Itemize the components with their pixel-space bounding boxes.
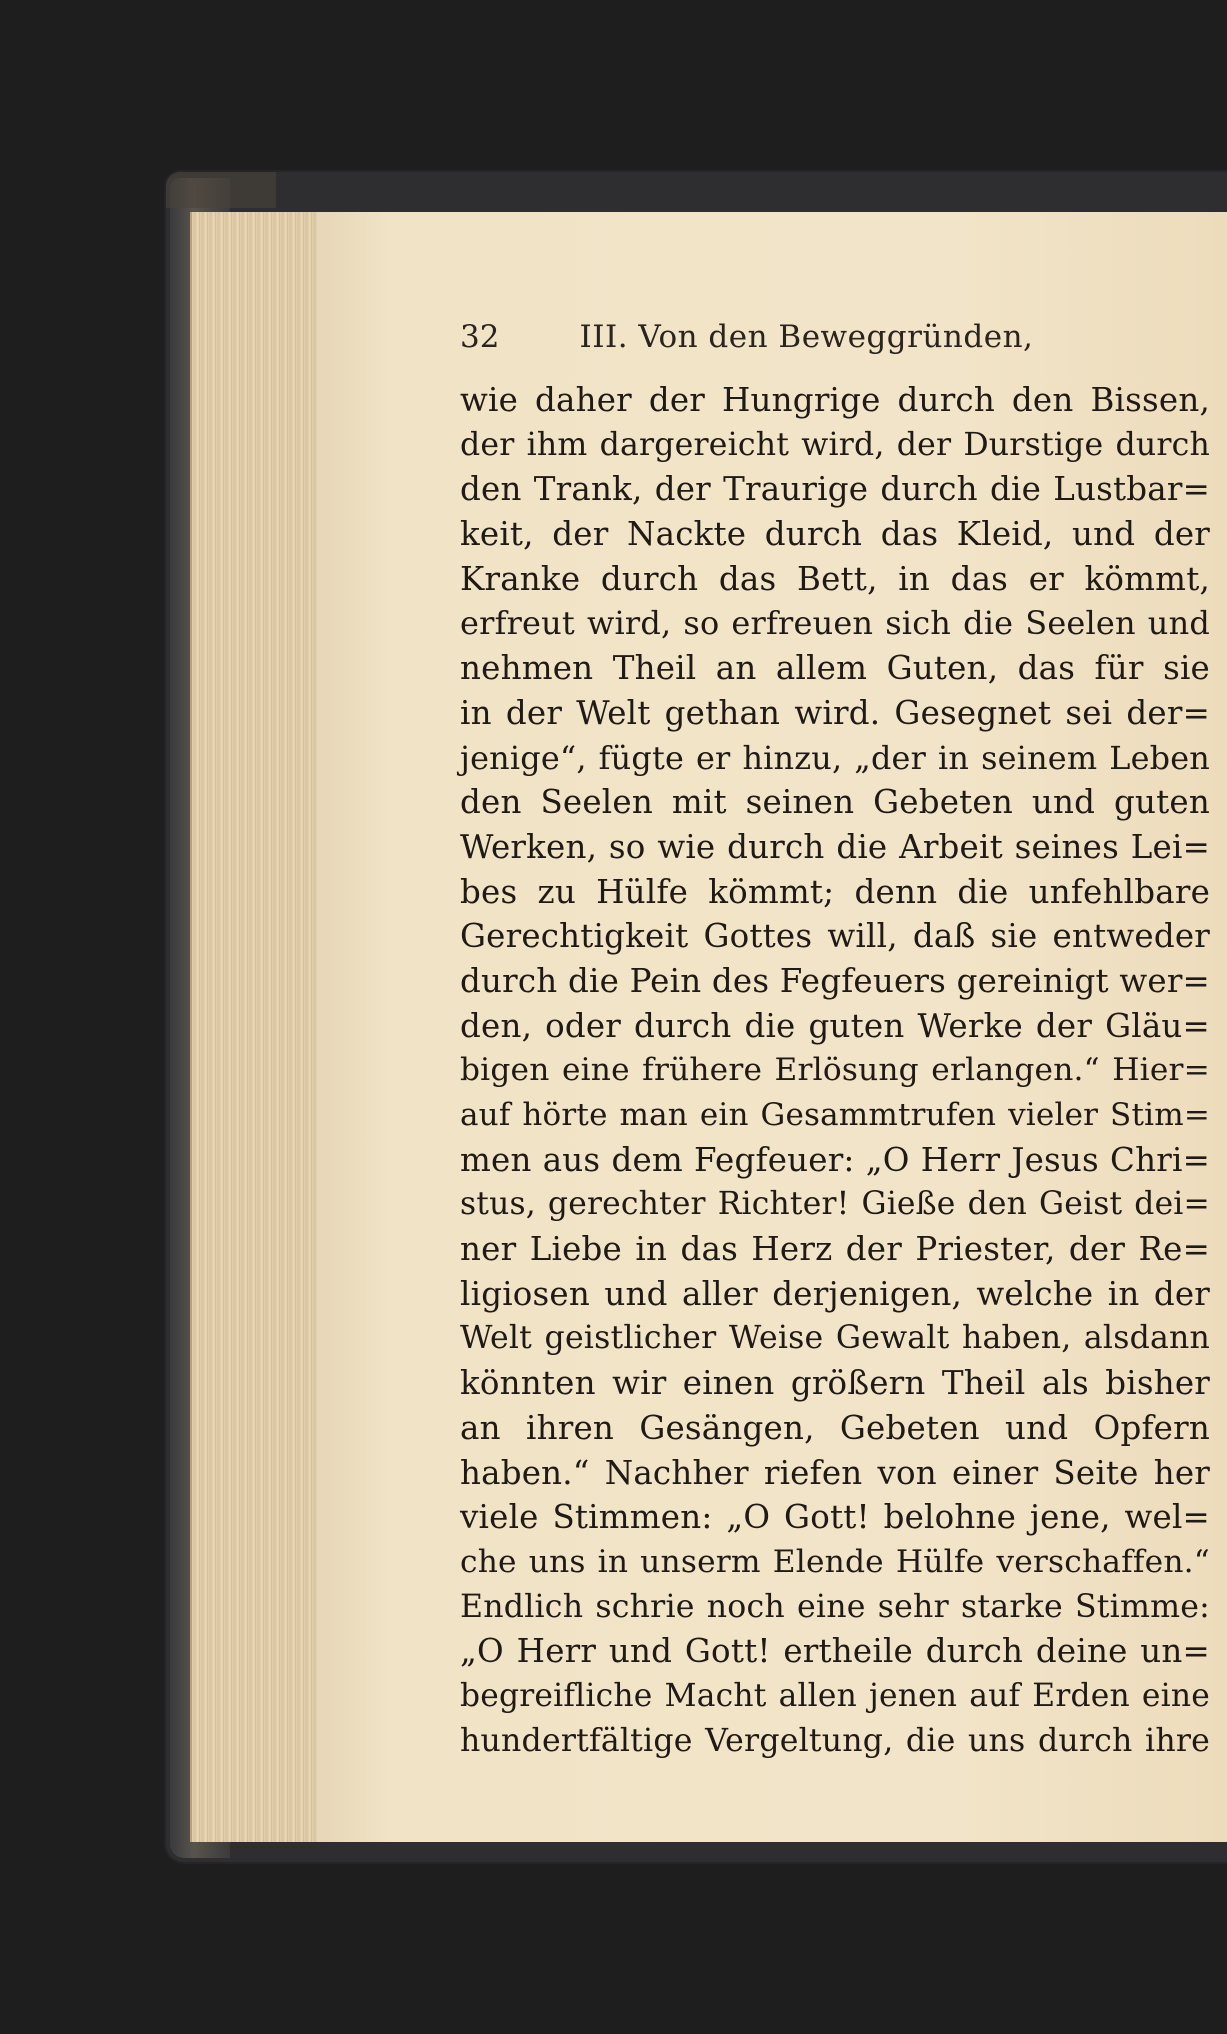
- text-line: in der Welt gethan wird. Gesegnet sei der=: [460, 693, 1210, 732]
- text-line: bes zu Hülfe kömmt; denn die unfehlbare: [460, 872, 1210, 911]
- page-number: 32: [460, 319, 500, 355]
- text-line: durch die Pein des Fegfeuers gereinigt wer=: [460, 961, 1210, 1000]
- text-line: ligiosen und aller derjenigen, welche in der: [460, 1274, 1210, 1313]
- text-line: erfreut wird, so erfreuen sich die Seelen und: [460, 604, 1210, 643]
- text-line: wie daher der Hungrige durch den Bissen,: [460, 381, 1210, 419]
- text-line: men aus dem Fegfeuer: „O Herr Jesus Chri=: [460, 1140, 1210, 1179]
- text-line: an ihren Gesängen, Gebeten und Opfern: [460, 1408, 1210, 1447]
- text-line: den Seelen mit seinen Gebeten und guten: [460, 783, 1210, 822]
- text-line: auf hörte man ein Gesammtrufen vieler Stim=: [460, 1097, 1210, 1133]
- text-line: „O Herr und Gott! ertheile durch deine un=: [460, 1632, 1210, 1671]
- page-header: [460, 312, 1160, 362]
- text-line: Endlich schrie noch eine sehr starke Stimme:: [460, 1588, 1210, 1625]
- text-line: stus, gerechter Richter! Gieße den Geist dei=: [460, 1186, 1210, 1223]
- text-line: könnten wir einen größern Theil als bisher: [460, 1364, 1210, 1403]
- text-line: Gerechtigkeit Gottes will, daß sie entweder: [460, 917, 1210, 956]
- text-line: che uns in unserm Elende Hülfe verschaffen.“: [460, 1543, 1210, 1580]
- text-line: begreifliche Macht allen jenen auf Erden eine: [460, 1677, 1210, 1714]
- text-line: Welt geistlicher Weise Gewalt haben, alsdann: [460, 1320, 1210, 1357]
- cover-wear: [166, 172, 276, 208]
- text-line: den Trank, der Traurige durch die Lustbar=: [460, 470, 1210, 509]
- running-title: III. Von den Beweggründen,: [579, 319, 1034, 355]
- text-line: hundertfältige Vergeltung, die uns durch ihre: [460, 1722, 1210, 1759]
- text-line: haben.“ Nachher riefen von einer Seite her: [460, 1453, 1210, 1492]
- text-line: der ihm dargereicht wird, der Durstige durch: [460, 426, 1210, 463]
- page-edges: [190, 212, 337, 1842]
- text-line: nehmen Theil an allem Guten, das für sie: [460, 649, 1210, 688]
- text-line: viele Stimmen: „O Gott! belohne jene, wel=: [460, 1498, 1210, 1537]
- text-line: jenige“, fügte er hinzu, „der in seinem Leben: [460, 738, 1210, 777]
- text-line: bigen eine frühere Erlösung erlangen.“ Hier=: [460, 1052, 1210, 1089]
- text-line: keit, der Nackte durch das Kleid, und der: [460, 515, 1210, 554]
- body-text: [460, 378, 1210, 1763]
- text-line: den, oder durch die guten Werke der Gläu=: [460, 1006, 1210, 1045]
- text-line: Werken, so wie durch die Arbeit seines Lei=: [460, 827, 1210, 866]
- text-line: Kranke durch das Bett, in das er kömmt,: [460, 559, 1210, 598]
- text-line: ner Liebe in das Herz der Priester, der Re=: [460, 1230, 1210, 1269]
